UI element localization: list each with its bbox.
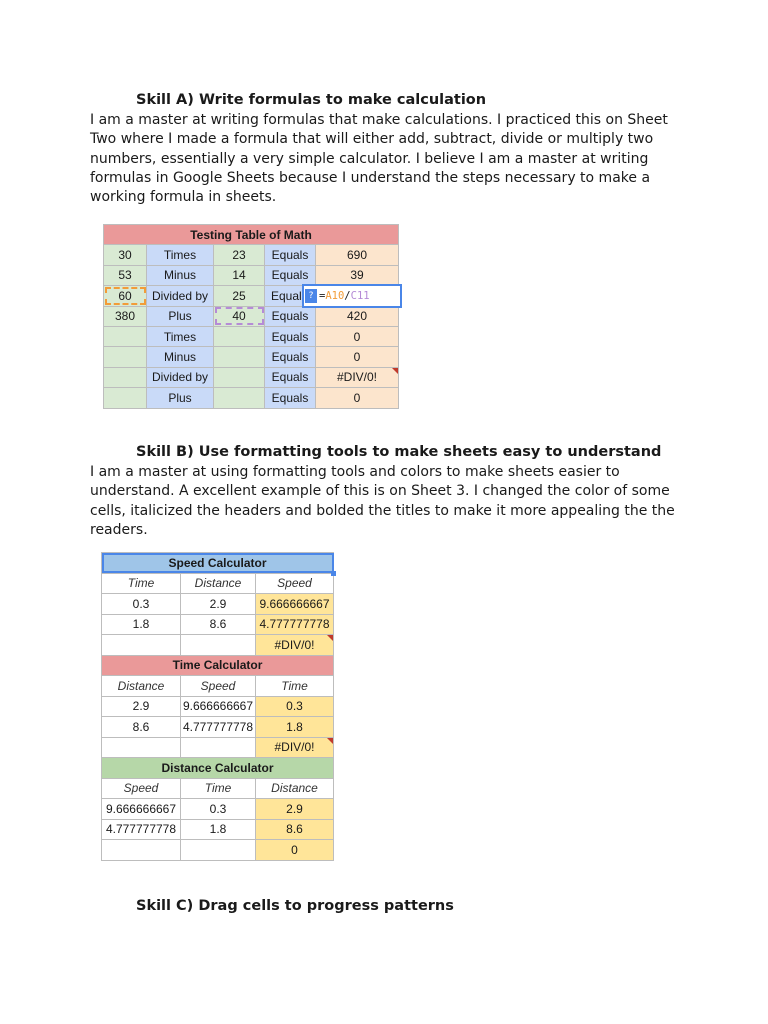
cell-result[interactable]: 0	[316, 388, 399, 408]
distance-title-row	[102, 758, 334, 779]
cell[interactable]	[181, 737, 256, 758]
skill-c-heading: Skill C) Drag cells to progress patterns	[136, 898, 454, 914]
cell-a[interactable]: 53	[104, 265, 147, 285]
cell[interactable]	[102, 737, 181, 758]
column-header[interactable]: Time	[256, 676, 334, 697]
cell-eq[interactable]: Equals	[265, 388, 316, 408]
cell-eq[interactable]: Equals	[265, 265, 316, 285]
cell[interactable]	[181, 635, 256, 656]
cell-a[interactable]: 30	[104, 245, 147, 265]
cell[interactable]: 9.666666667	[102, 799, 181, 820]
error-indicator-icon	[392, 368, 398, 374]
cell[interactable]: 0.3	[181, 799, 256, 820]
formula-editor[interactable]	[302, 284, 402, 308]
table-row	[104, 306, 399, 326]
table-row	[102, 696, 334, 717]
skill-b-paragraph: I am a master at using formatting tools and colors to make sheets easier to understand. A excellent example of this is on Sheet 3. I changed the color of some cells, italicized the headers and bolded the titles to make it more appealing the the readers.	[90, 464, 675, 538]
cell[interactable]: 1.8	[181, 819, 256, 840]
cell-op[interactable]: Times	[147, 245, 214, 265]
cell-a[interactable]	[104, 388, 147, 408]
cell-b-referenced[interactable]: 40	[214, 306, 265, 326]
column-header[interactable]: Distance	[181, 573, 256, 594]
cell-result-editing[interactable]	[308, 286, 399, 306]
table-row	[104, 286, 399, 306]
skill-a-paragraph: I am a master at writing formulas that make calculations. I practiced this on Sheet Two where I made a formula that will either add, subtract, divide or multiply two numbers, essentially a very simple calculator. I believe I am a master at writing formulas in Google Sheets because I understand the steps necessary to make a working formula in sheets.	[90, 112, 668, 206]
table-row	[102, 737, 334, 758]
cell-result[interactable]: 420	[316, 306, 399, 326]
table-row	[102, 819, 334, 840]
cell[interactable]: 8.6	[102, 717, 181, 738]
cell[interactable]: 4.777777778	[102, 819, 181, 840]
cell-result-text: #DIV/0!	[336, 370, 378, 385]
cell-eq[interactable]: Equal	[265, 286, 316, 306]
table-row	[104, 367, 399, 387]
cell-b[interactable]: 25	[214, 286, 265, 306]
cell-result[interactable]: 690	[316, 245, 399, 265]
cell-op[interactable]: Divided by	[147, 367, 214, 387]
cell-result-text: #DIV/0!	[274, 637, 315, 652]
skill-a-heading: Skill A) Write formulas to make calculation	[136, 92, 487, 108]
cell-result[interactable]: 8.6	[256, 819, 334, 840]
cell-result-error[interactable]	[256, 737, 334, 758]
skill-b-heading: Skill B) Use formatting tools to make sheets easy to understand	[136, 444, 662, 460]
formula-operator: /	[344, 290, 351, 303]
math-table-title[interactable]: Testing Table of Math	[104, 225, 399, 245]
table-row	[102, 799, 334, 820]
cell-op[interactable]: Plus	[147, 388, 214, 408]
error-indicator-icon	[327, 635, 333, 641]
cell-result[interactable]: 0.3	[256, 696, 334, 717]
time-header-row	[102, 676, 334, 697]
cell-op[interactable]: Minus	[147, 265, 214, 285]
cell-op[interactable]: Times	[147, 326, 214, 346]
table-row	[104, 388, 399, 408]
column-header[interactable]: Distance	[256, 778, 334, 799]
cell-eq[interactable]: Equals	[265, 367, 316, 387]
cell-b[interactable]	[214, 367, 265, 387]
cell-b[interactable]: 14	[214, 265, 265, 285]
column-header[interactable]: Distance	[102, 676, 181, 697]
cell-result[interactable]: 0	[316, 326, 399, 346]
cell-op[interactable]: Minus	[147, 347, 214, 367]
cell[interactable]	[102, 635, 181, 656]
cell-a[interactable]	[104, 347, 147, 367]
cell-b[interactable]	[214, 388, 265, 408]
column-header[interactable]: Speed	[181, 676, 256, 697]
cell-eq[interactable]: Equals	[265, 245, 316, 265]
cell-result[interactable]: 9.666666667	[256, 594, 334, 615]
speed-title-row	[102, 553, 334, 574]
table-row	[102, 594, 334, 615]
table-row	[102, 635, 334, 656]
cell-result[interactable]: 0	[256, 840, 334, 861]
table-row	[102, 614, 334, 635]
column-header[interactable]: Speed	[256, 573, 334, 594]
cell[interactable]: 2.9	[102, 696, 181, 717]
cell-eq[interactable]: Equals	[265, 347, 316, 367]
math-table-title-row	[104, 225, 399, 245]
cell-b[interactable]	[214, 326, 265, 346]
cell-a[interactable]	[104, 326, 147, 346]
formula-help-icon[interactable]: ?	[305, 289, 317, 303]
table-row	[104, 265, 399, 285]
table-row	[104, 347, 399, 367]
error-indicator-icon	[327, 738, 333, 744]
cell[interactable]: 8.6	[181, 614, 256, 635]
column-header[interactable]: Time	[102, 573, 181, 594]
cell[interactable]	[181, 840, 256, 861]
cell[interactable]: 4.777777778	[181, 717, 256, 738]
table-row	[104, 245, 399, 265]
fill-handle[interactable]	[331, 571, 336, 576]
cell-result-error[interactable]	[256, 635, 334, 656]
cell[interactable]: 2.9	[181, 594, 256, 615]
speed-header-row	[102, 573, 334, 594]
cell-result[interactable]: 4.777777778	[256, 614, 334, 635]
cell-result[interactable]: 39	[316, 265, 399, 285]
cell-eq[interactable]: Equals	[265, 326, 316, 346]
column-header[interactable]: Speed	[102, 778, 181, 799]
cell-b[interactable]: 23	[214, 245, 265, 265]
cell-result[interactable]: 2.9	[256, 799, 334, 820]
formula-equals: =	[319, 290, 326, 303]
cell[interactable]: 1.8	[102, 614, 181, 635]
table-row	[102, 717, 334, 738]
cell[interactable]	[102, 840, 181, 861]
cell-b[interactable]	[214, 347, 265, 367]
cell[interactable]: 9.666666667	[181, 696, 256, 717]
cell-result[interactable]: 1.8	[256, 717, 334, 738]
time-calculator-title[interactable]: Time Calculator	[102, 655, 334, 676]
cell-op[interactable]: Plus	[147, 306, 214, 326]
calculator-tables	[101, 552, 334, 861]
table-row	[102, 840, 334, 861]
cell-result[interactable]: 0	[316, 347, 399, 367]
cell-a[interactable]	[104, 367, 147, 387]
cell-result-text: #DIV/0!	[274, 740, 315, 755]
cell-a-referenced[interactable]: 60	[104, 286, 147, 306]
cell-a[interactable]: 380	[104, 306, 147, 326]
distance-calculator-title[interactable]: Distance Calculator	[102, 758, 334, 779]
cell-result-error[interactable]	[316, 367, 399, 387]
column-header[interactable]: Time	[181, 778, 256, 799]
formula-ref-2: C11	[350, 290, 370, 303]
math-table	[103, 224, 399, 409]
cell[interactable]: 0.3	[102, 594, 181, 615]
cell-op[interactable]: Divided by	[147, 286, 214, 306]
time-title-row	[102, 655, 334, 676]
distance-header-row	[102, 778, 334, 799]
speed-calculator-title[interactable]	[102, 553, 334, 574]
speed-calculator-title-text: Speed Calculator	[168, 555, 267, 570]
formula-ref-1: A10	[325, 290, 345, 303]
table-row	[104, 326, 399, 346]
cell-eq[interactable]: Equals	[265, 306, 316, 326]
